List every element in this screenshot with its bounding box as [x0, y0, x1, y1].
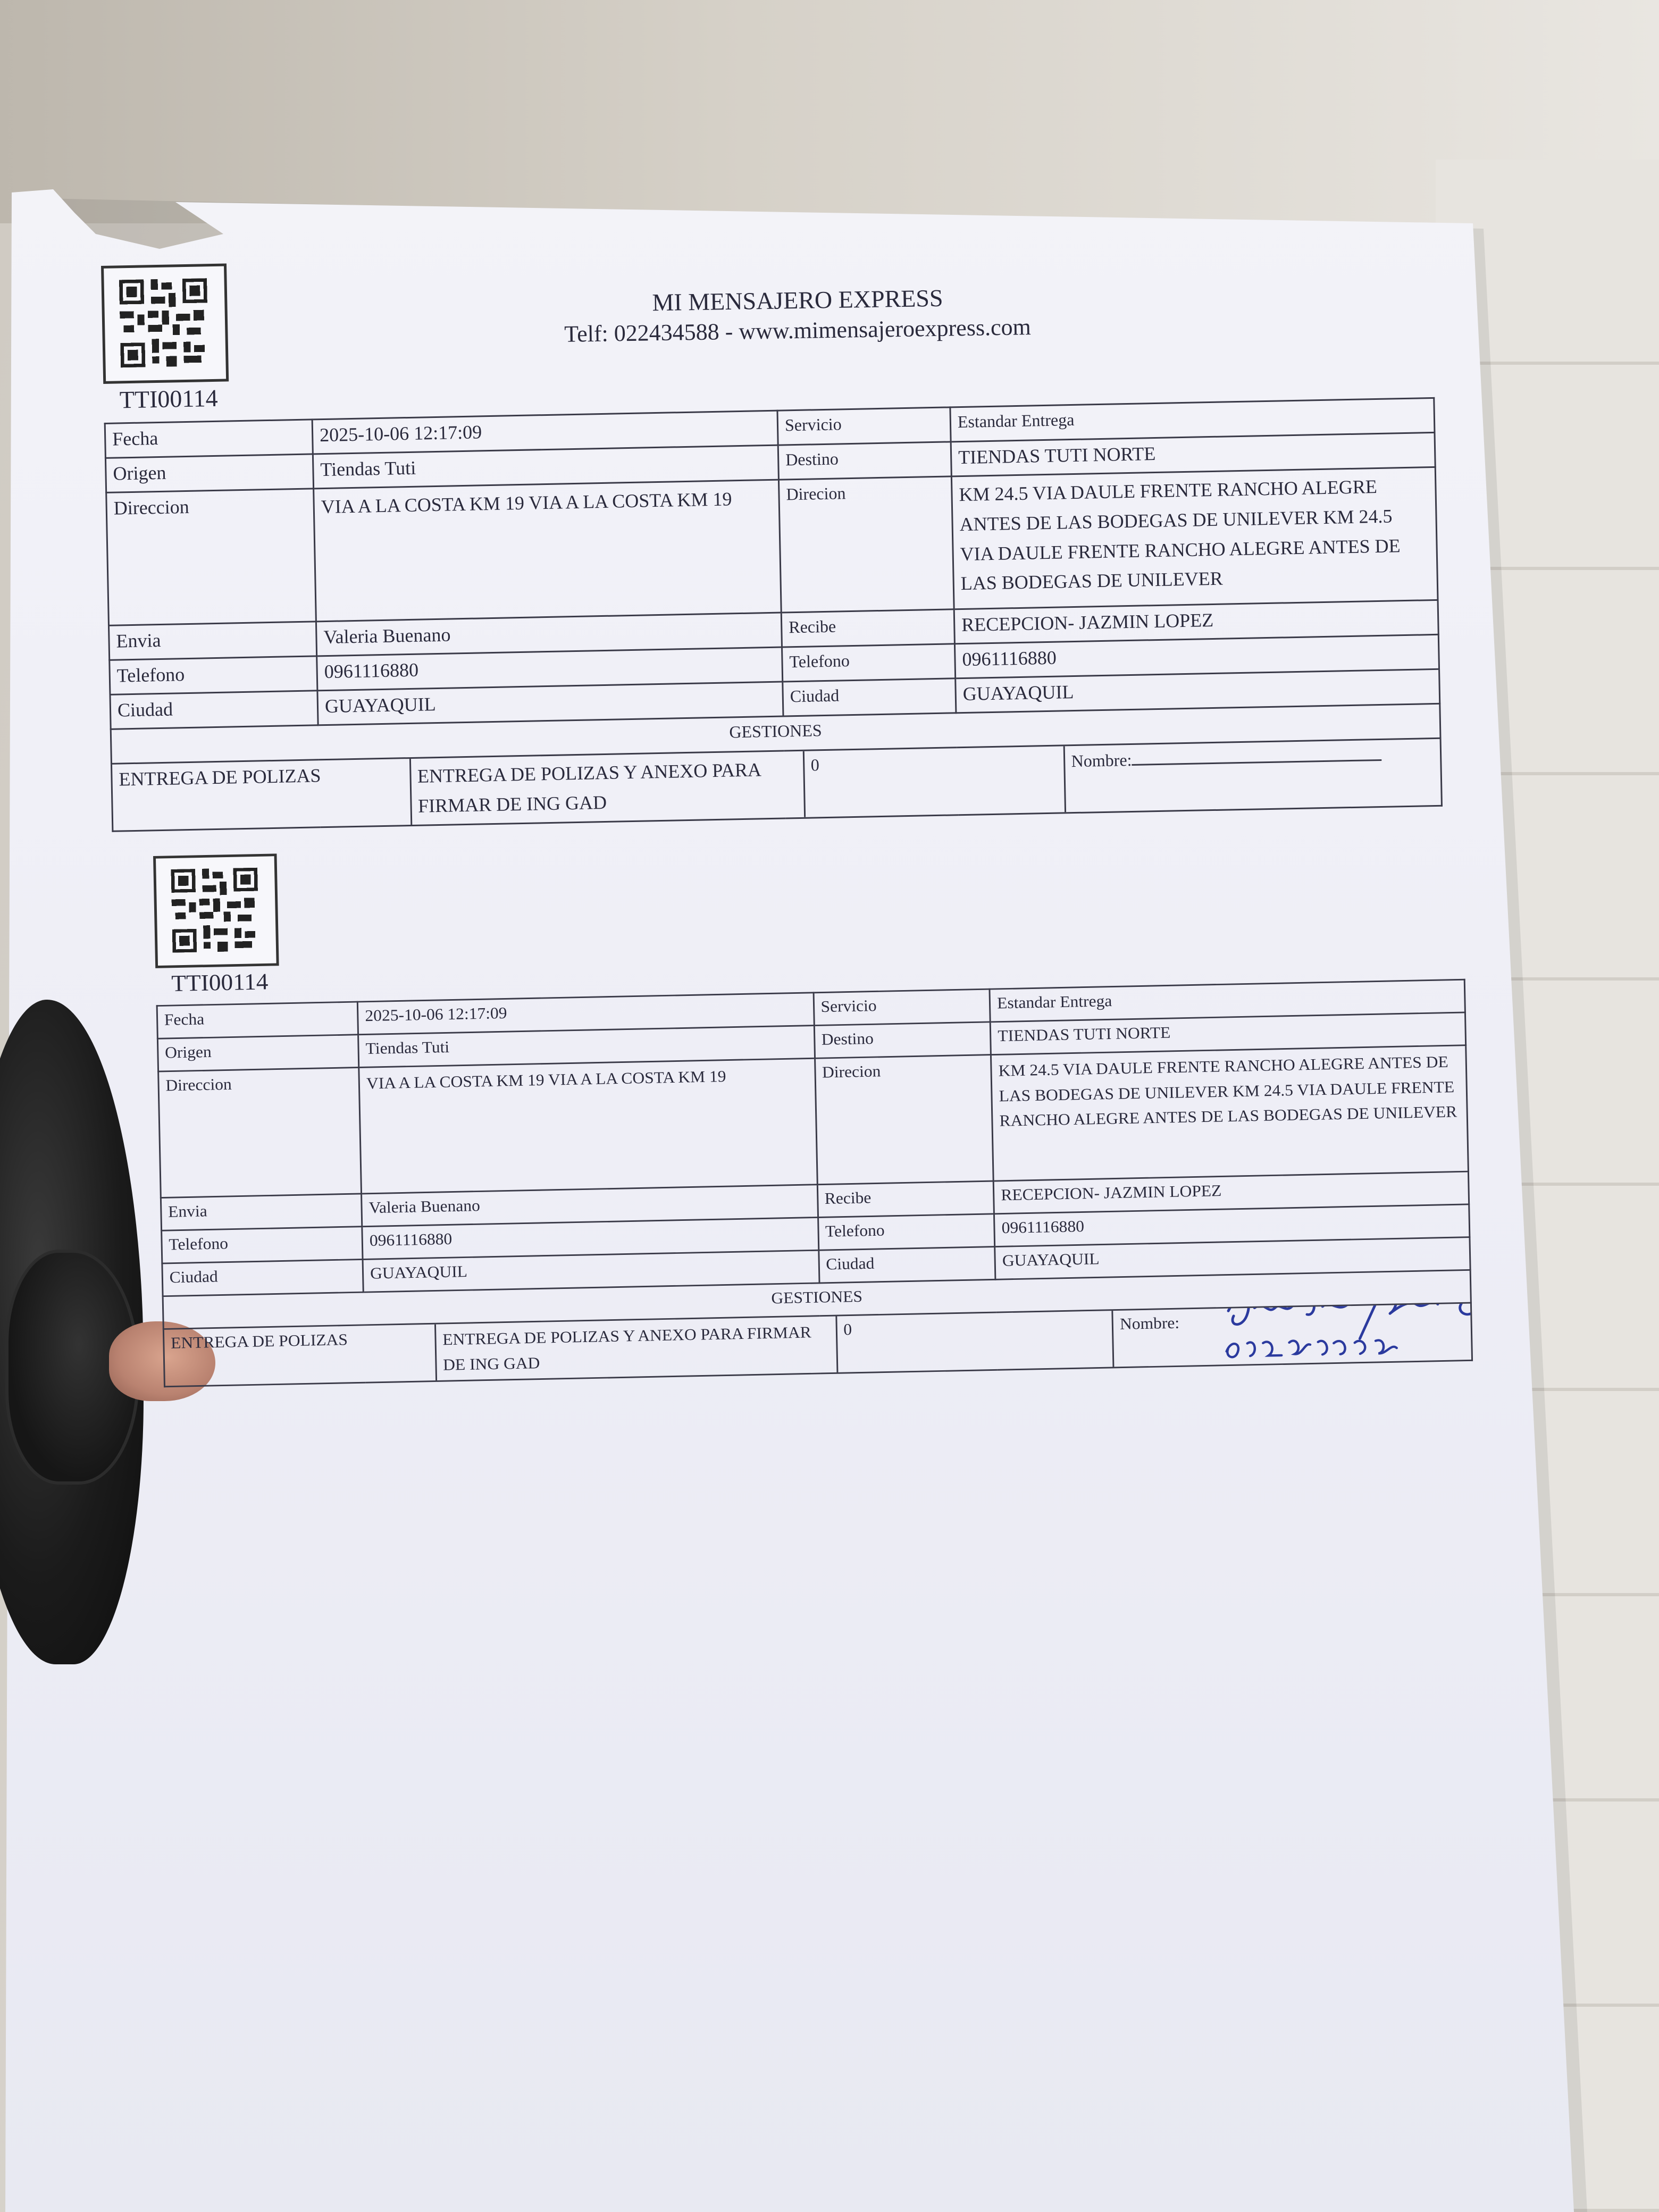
label-origen: Origen: [157, 1035, 359, 1071]
label-telefono-recibe: Telefono: [782, 644, 956, 682]
company-name: MI MENSAJERO EXPRESS: [652, 284, 943, 316]
label-telefono-recibe: Telefono: [818, 1214, 995, 1250]
value-direccion-origen: VIA A LA COSTA KM 19 VIA A LA COSTA KM 19: [359, 1058, 817, 1194]
tracking-number: TTI00114: [171, 968, 269, 996]
label-envia: Envia: [161, 1194, 362, 1230]
value-direccion-origen: VIA A LA COSTA KM 19 VIA A LA COSTA KM 19: [314, 480, 782, 622]
value-telefono-recibe: 0961116880: [954, 634, 1439, 678]
value-ciudad-destino: GUAYAQUIL: [956, 669, 1440, 713]
company-contact: Telf: 022434588 - www.mimensajeroexpress.com: [564, 314, 1032, 347]
gestion-cantidad: 0: [803, 746, 1065, 817]
tracking-number: TTI00114: [119, 384, 219, 414]
value-fecha: 2025-10-06 12:17:09: [358, 993, 814, 1035]
nombre-label: Nombre:: [1071, 750, 1132, 771]
signature-line: [1132, 743, 1382, 766]
label-servicio: Servicio: [814, 989, 991, 1025]
label-recibe: Recibe: [817, 1181, 994, 1217]
nombre-label: Nombre:: [1119, 1313, 1180, 1333]
label-direccion: Direccion: [158, 1067, 362, 1197]
gestiones-header: GESTIONES: [163, 1270, 1471, 1329]
waybill-table: [104, 397, 1443, 832]
value-destino: TIENDAS TUTI NORTE: [991, 1012, 1466, 1055]
value-telefono-envia: 0961116880: [317, 647, 783, 691]
value-fecha: 2025-10-06 12:17:09: [312, 410, 778, 454]
waybill-table: [156, 979, 1473, 1388]
label-origen: Origen: [105, 454, 313, 492]
table-row: [106, 467, 1438, 625]
table-row: [158, 1045, 1469, 1198]
gestion-tipo: ENTREGA DE POLIZAS: [112, 759, 411, 830]
handwritten-signature: [1218, 1303, 1472, 1367]
qr-code-graphic: [118, 278, 210, 367]
value-servicio: Estandar Entrega: [950, 398, 1435, 441]
signature-cell: [1064, 739, 1442, 812]
label-recibe: Recibe: [781, 609, 954, 647]
value-envia: Valeria Buenano: [362, 1185, 818, 1227]
label-fecha: Fecha: [105, 420, 313, 458]
label-ciudad-destino: Ciudad: [783, 678, 956, 716]
label-telefono: Telefono: [110, 656, 317, 694]
gestion-detalle: ENTREGA DE POLIZAS Y ANEXO PARA FIRMAR DE ING GAD: [435, 1316, 837, 1380]
label-ciudad: Ciudad: [162, 1259, 364, 1296]
gestiones-header: GESTIONES: [111, 703, 1440, 764]
label-direcion: Direcion: [778, 476, 954, 613]
value-recibe: RECEPCION- JAZMIN LOPEZ: [954, 600, 1438, 643]
value-recibe: RECEPCION- JAZMIN LOPEZ: [994, 1171, 1469, 1214]
value-direccion-destino: KM 24.5 VIA DAULE FRENTE RANCHO ALEGRE ANTES DE LAS BODEGAS DE UNILEVER KM 24.5 VIA DAULE FRENTE RANCHO ALEGRE ANTES DE LAS BODEGAS DE UNILEVER: [951, 467, 1438, 609]
gestion-detalle: ENTREGA DE POLIZAS Y ANEXO PARA FIRMAR DE ING GAD: [410, 751, 805, 825]
value-direccion-destino: KM 24.5 VIA DAULE FRENTE RANCHO ALEGRE ANTES DE LAS BODEGAS DE UNILEVER KM 24.5 VIA DAULE FRENTE RANCHO ALEGRE ANTES DE LAS BODEGAS DE UNILEVER: [991, 1045, 1469, 1181]
value-servicio: Estandar Entrega: [990, 979, 1465, 1022]
value-origen: Tiendas Tuti: [358, 1026, 815, 1068]
label-envia: Envia: [108, 622, 316, 660]
label-ciudad-destino: Ciudad: [818, 1247, 995, 1283]
value-envia: Valeria Buenano: [316, 613, 782, 656]
label-fecha: Fecha: [157, 1002, 358, 1038]
label-destino: Destino: [814, 1022, 991, 1058]
value-destino: TIENDAS TUTI NORTE: [951, 432, 1435, 476]
label-servicio: Servicio: [777, 407, 951, 445]
value-ciudad-origen: GUAYAQUIL: [317, 682, 783, 725]
label-direcion: Direcion: [815, 1055, 993, 1185]
label-destino: Destino: [778, 442, 951, 480]
label-ciudad: Ciudad: [110, 691, 318, 729]
value-origen: Tiendas Tuti: [313, 445, 778, 489]
gestion-tipo: ENTREGA DE POLIZAS: [164, 1325, 437, 1386]
value-ciudad-origen: GUAYAQUIL: [363, 1250, 819, 1292]
signature-cell: [1112, 1304, 1471, 1367]
qr-code-icon: [153, 853, 279, 968]
value-ciudad-destino: GUAYAQUIL: [995, 1237, 1470, 1280]
gestion-cantidad: 0: [836, 1311, 1114, 1372]
value-telefono-recibe: 0961116880: [994, 1204, 1470, 1247]
value-telefono-envia: 0961116880: [362, 1217, 818, 1259]
label-telefono: Telefono: [162, 1227, 363, 1263]
label-direccion: Direccion: [106, 489, 316, 625]
qr-code-icon: [101, 263, 229, 383]
qr-code-graphic: [170, 868, 261, 953]
